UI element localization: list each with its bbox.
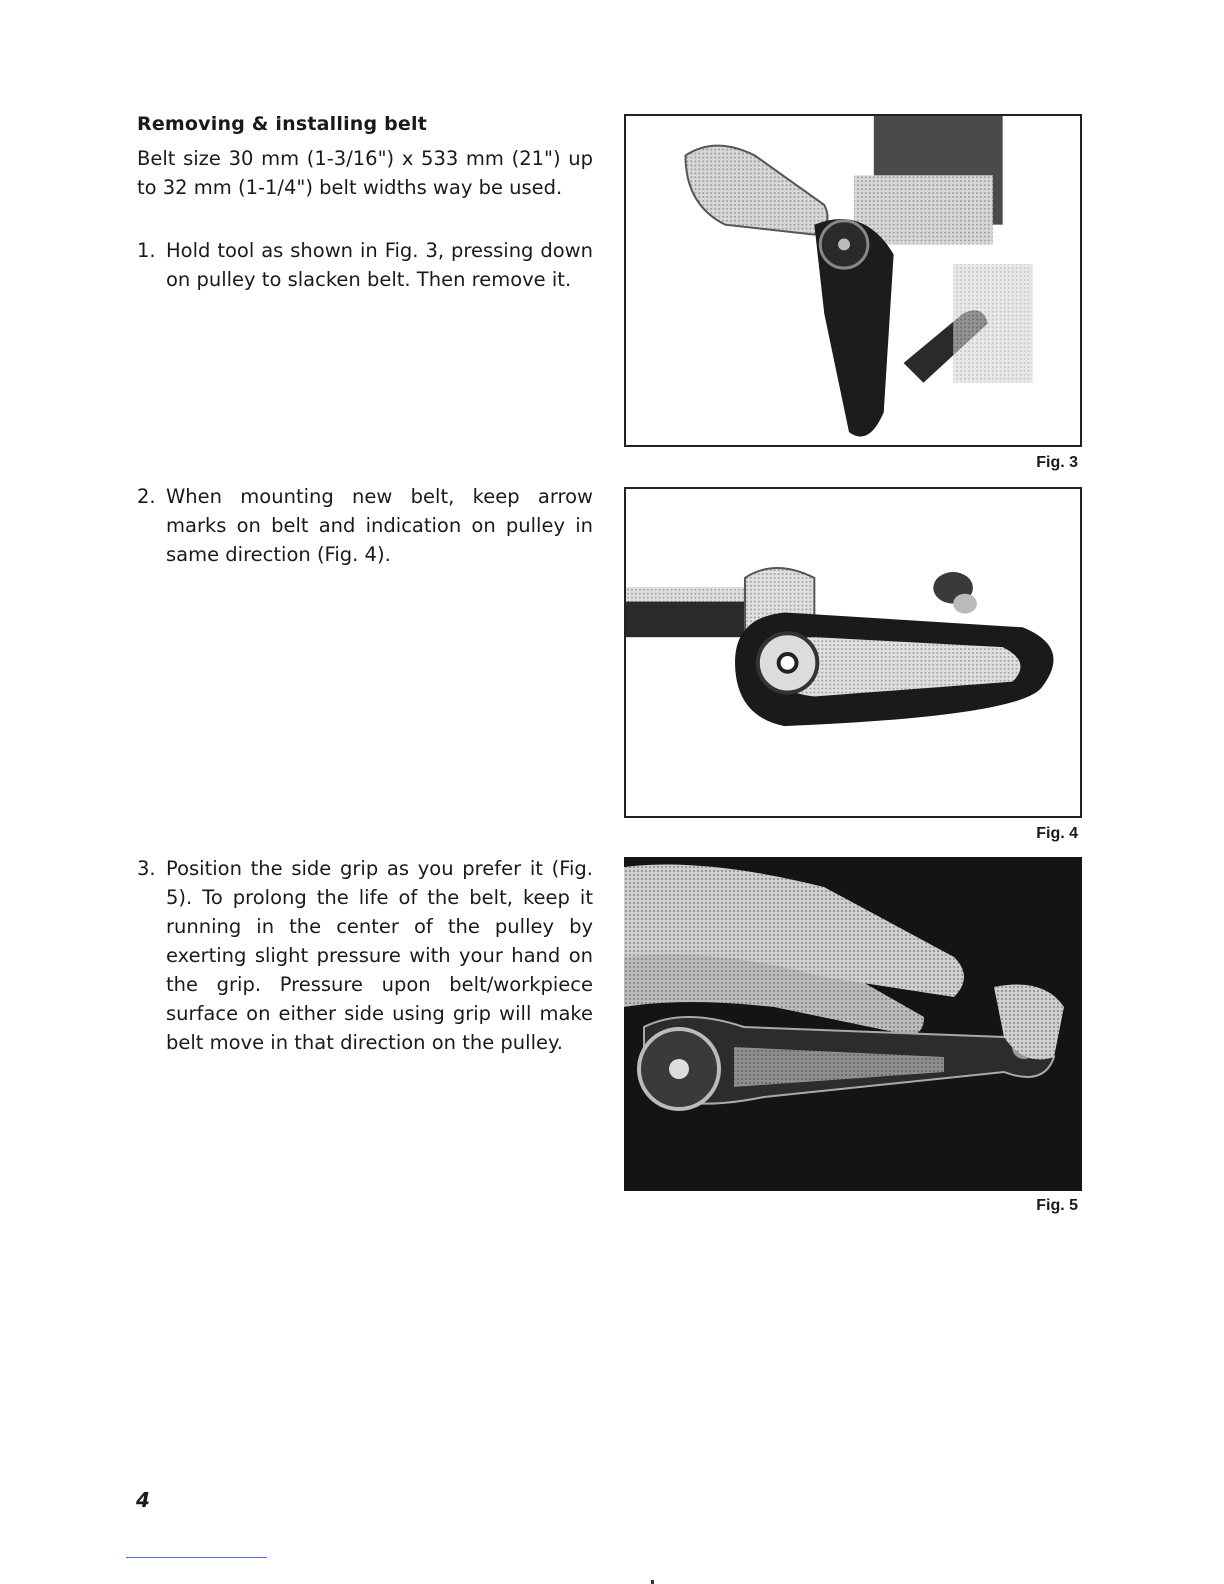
- belt-sander-horizontal-image: [626, 489, 1080, 816]
- step-number: 2.: [137, 485, 156, 508]
- step-text: When mounting new belt, keep arrow marks on belt and indication on pulley in same direction (Fig. 4).: [166, 485, 593, 566]
- step-number: 1.: [137, 239, 156, 262]
- figure-4-photo: [624, 487, 1082, 818]
- page-number: 4: [136, 1488, 150, 1512]
- step-text: Hold tool as shown in Fig. 3, pressing down on pulley to slacken belt. Then remove it.: [166, 239, 593, 291]
- section-heading: Removing & installing belt: [137, 113, 428, 135]
- hand-on-side-grip-image: [624, 857, 1082, 1191]
- step-number: 3.: [137, 857, 156, 880]
- figure-4-label: Fig. 4: [1036, 825, 1078, 842]
- figure-5-label: Fig. 5: [1036, 1197, 1078, 1214]
- belt-sander-vertical-image: [626, 116, 1080, 445]
- footer-rule: [126, 1557, 267, 1558]
- footer-mark: [651, 1580, 654, 1584]
- step-item-3: [137, 854, 593, 1057]
- figure-3-label: Fig. 3: [1036, 454, 1078, 471]
- intro-paragraph: Belt size 30 mm (1-3/16") x 533 mm (21") up to 32 mm (1-1/4") belt widths way be used.: [137, 147, 593, 199]
- step-text: Position the side grip as you prefer it (Fig. 5). To prolong the life of the belt, keep it running in the center of the pulley by exerting slight pressure with your hand on the grip. Pressure upon belt/workpiece surface on either side using grip will make belt move in that direction on the pulley.: [166, 857, 593, 1054]
- step-item-1: [137, 236, 593, 294]
- figure-3-photo: [624, 114, 1082, 447]
- step-item-2: [137, 482, 593, 569]
- figure-5-photo: [624, 857, 1082, 1191]
